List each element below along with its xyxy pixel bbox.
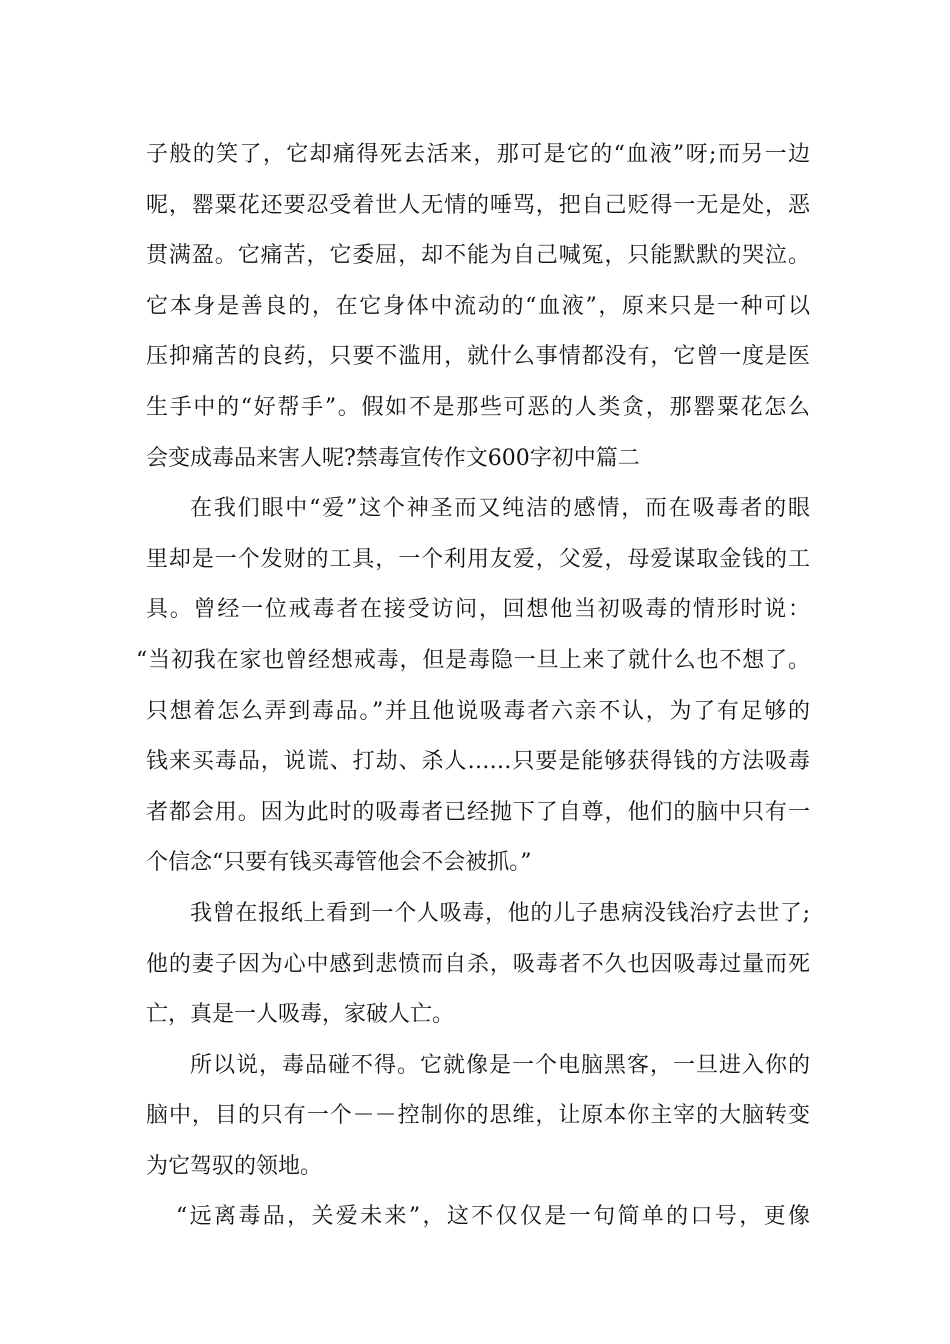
text-line: 子般的笑了，它却痛得死去活来，那可是它的“血液”呀;而另一边 xyxy=(146,142,810,167)
paragraph-start-line: 在我们眼中“爱”这个神圣而又纯洁的感情，而在吸毒者的眼 xyxy=(190,496,810,522)
text-line: 脑中，目的只有一个－－控制你的思维，让原本你主宰的大脑转变 xyxy=(146,1103,810,1129)
paragraph-start-line: “远离毒品，关爱未来”，这不仅仅是一句简单的口号，更像 xyxy=(176,1204,810,1230)
text-line: 它本身是善良的，在它身体中流动的“血液”，原来只是一种可以 xyxy=(146,293,810,319)
paragraph-start-line: 所以说，毒品碰不得。它就像是一个电脑黑客，一旦进入你的 xyxy=(190,1052,810,1078)
text-line: 生手中的“好帮手”。假如不是那些可恶的人类贪，那罂粟花怎么 xyxy=(146,394,810,420)
text-line: 只想着怎么弄到毒品。”并且他说吸毒者六亲不认，为了有足够的 xyxy=(146,698,810,724)
text-line: 压抑痛苦的良药，只要不滥用，就什么事情都没有，它曾一度是医 xyxy=(146,344,810,370)
text-line: 个信念“只要有钱买毒管他会不会被抓。” xyxy=(146,850,532,876)
text-line: 钱来买毒品，说谎、打劫、杀人……只要是能够获得钱的方法吸毒 xyxy=(146,749,810,775)
text-line: 具。曾经一位戒毒者在接受访问，回想他当初吸毒的情形时说： xyxy=(146,597,810,623)
text-line-section-title: 会变成毒品来害人呢?禁毒宣传作文600字初中篇二 xyxy=(146,445,640,471)
essay-body xyxy=(136,130,810,1243)
text-line: 里却是一个发财的工具，一个利用友爱，父爱，母爱谋取金钱的工 xyxy=(146,546,810,572)
text-line: 为它驾驭的领地。 xyxy=(146,1153,323,1179)
text-line: 亡，真是一人吸毒，家破人亡。 xyxy=(146,1002,455,1028)
text-line-quote: “当初我在家也曾经想戒毒，但是毒隐一旦上来了就什么也不想了。 xyxy=(136,647,810,673)
text-line: 贯满盈。它痛苦，它委屈，却不能为自己喊冤，只能默默的哭泣。 xyxy=(146,243,810,269)
text-line: 呢，罂粟花还要忍受着世人无情的唾骂，把自己贬得一无是处，恶 xyxy=(146,192,810,218)
paragraph-start-line: 我曾在报纸上看到一个人吸毒，他的儿子患病没钱治疗去世了; xyxy=(190,900,810,926)
text-line: 他的妻子因为心中感到悲愤而自杀，吸毒者不久也因吸毒过量而死 xyxy=(146,951,810,977)
text-line: 者都会用。因为此时的吸毒者已经抛下了自尊，他们的脑中只有一 xyxy=(146,799,810,825)
